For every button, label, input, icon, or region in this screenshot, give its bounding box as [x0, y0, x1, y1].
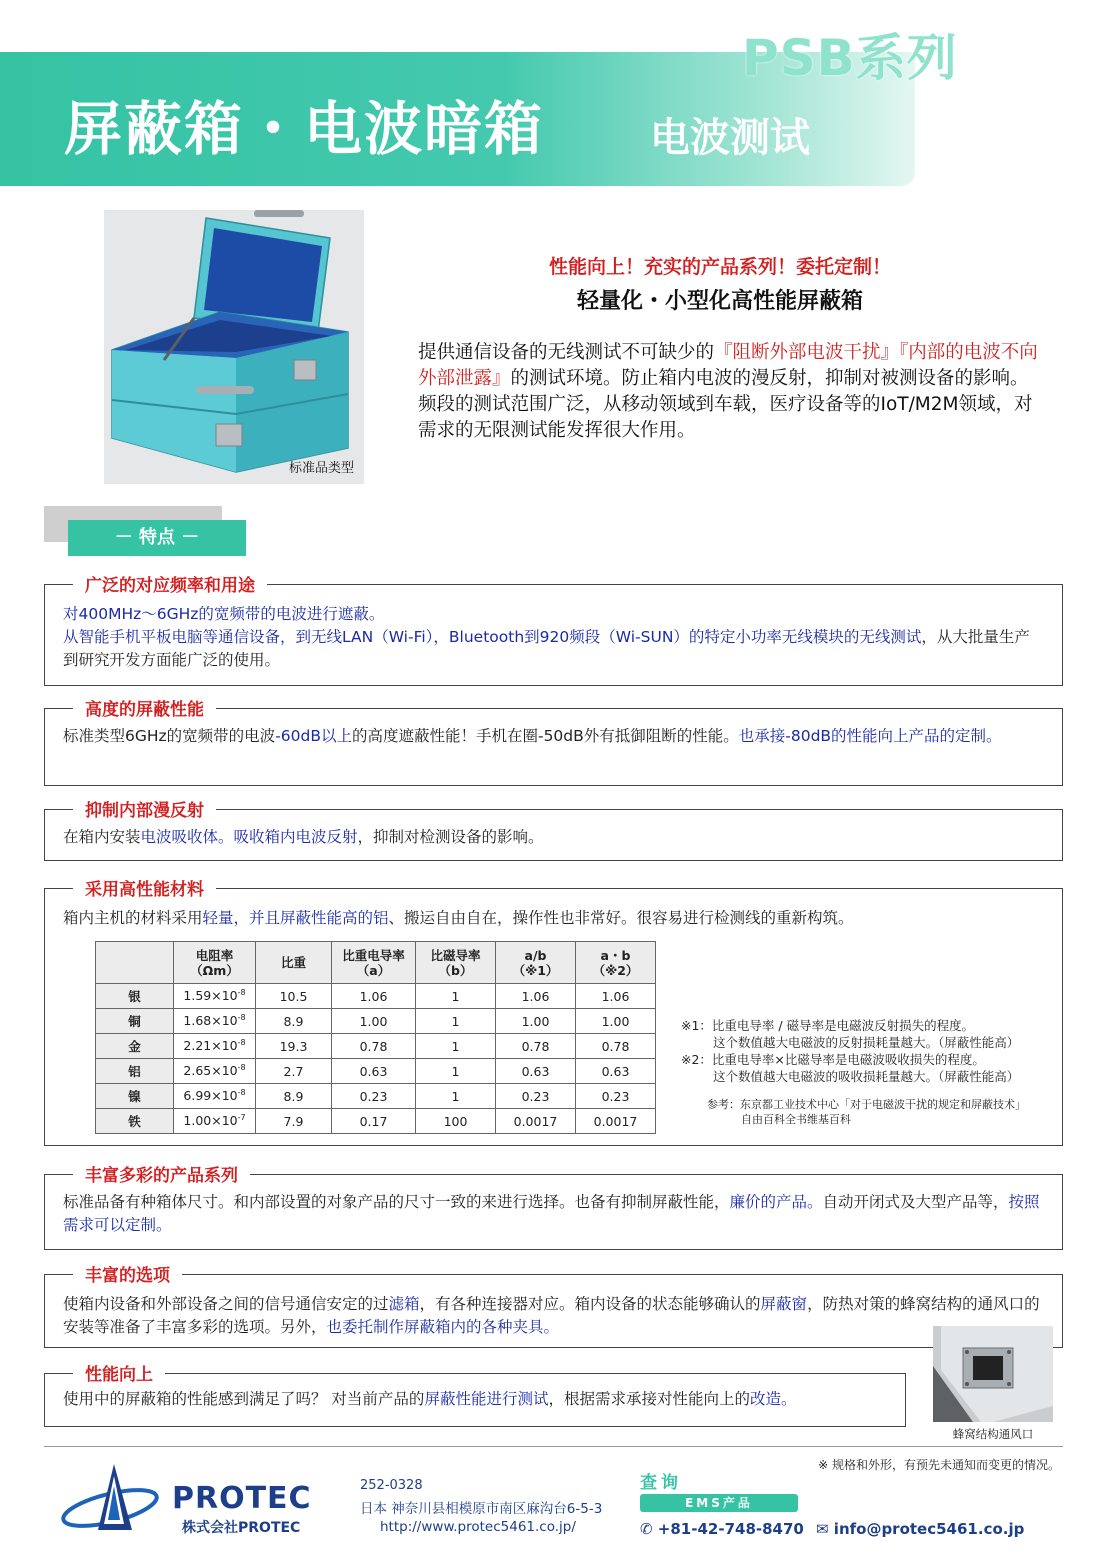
table-cell: 0.23 [332, 1084, 416, 1109]
table-cell: 0.63 [496, 1059, 576, 1084]
table-cell: $2.21\times 10^{-8}$ [174, 1034, 256, 1059]
section-text-blue: 按照需求可以定制。 [63, 1193, 1040, 1234]
website-link[interactable]: http://www.protec5461.co.jp/ [380, 1519, 576, 1535]
table-header-cell: 比重 [256, 942, 332, 984]
reference-notes [681, 1097, 1051, 1127]
table-row [96, 1084, 656, 1109]
section-performance-upgrade [44, 1365, 906, 1427]
section-text-plain: 的高度遮蔽性能！手机在圈-50dB外有抵御阻断的性能。 [351, 727, 739, 745]
section-title: 高度的屏蔽性能 [73, 695, 216, 720]
table-cell: 7.9 [256, 1109, 332, 1134]
section-text-plain: 使用中的屏蔽箱的性能感到满足了吗？ 对当前产品的 [63, 1390, 425, 1408]
table-cell: $6.99\times 10^{-8}$ [174, 1084, 256, 1109]
section-text-plain: ，有各种连接器对应。箱内设备的状态能够确认的 [419, 1295, 761, 1313]
table-cell: 1.00 [332, 1009, 416, 1034]
company-subname: 株式会社PROTEC [182, 1520, 301, 1536]
table-cell: 0.78 [576, 1034, 656, 1059]
table-header-cell: 比磁导率 （b） [416, 942, 496, 984]
section-text-blue: 电波吸收体。吸收箱内电波反射 [140, 828, 358, 846]
table-cell: 19.3 [256, 1034, 332, 1059]
honeycomb-vent-photo [933, 1326, 1053, 1422]
section-text-blue: 从智能手机平板电脑等通信设备，到无线LAN（Wi-Fi），Bluetooth到920频段（Wi-SUN）的特定小功率无线模块的无线测试 [63, 628, 922, 646]
section-text-blue: 滤箱 [388, 1295, 420, 1313]
section-text-blue: -60dB以上 [275, 727, 352, 745]
product-caption: 标准品类型 [288, 461, 354, 476]
table-cell: 1.00 [496, 1009, 576, 1034]
table-row [96, 1034, 656, 1059]
table-row [96, 1059, 656, 1084]
page-title: 屏蔽箱・电波暗箱 [64, 95, 545, 163]
note-line: ※1：比重电导率 / 磁导率是电磁波反射损失的程度。 [681, 1018, 975, 1033]
section-text-plain: ，根据需求承接对性能向上的 [548, 1390, 750, 1408]
protec-logo-icon [58, 1462, 162, 1540]
section-text [63, 1388, 887, 1411]
section-text-blue: 轻量，并且屏蔽性能高的铝 [202, 909, 389, 927]
table-cell: 0.17 [332, 1109, 416, 1134]
table-row [96, 1009, 656, 1034]
table-cell: 1 [416, 1009, 496, 1034]
section-text-plain: 标准品备有种箱体尺寸。和内部设置的对象产品的尺寸一致的来进行选择。也备有抑制屏蔽性能， [63, 1193, 730, 1211]
table-row-head: 铁 [96, 1109, 174, 1134]
table-header-cell: 电阻率 （Ωm） [174, 942, 256, 984]
product-photo [104, 210, 364, 484]
section-text-plain: 自动开闭式及大型产品等， [822, 1193, 1009, 1211]
series-label: PSB系列 [742, 29, 958, 87]
section-product-series [44, 1166, 1063, 1250]
section-reflection [44, 801, 1063, 861]
table-header-cell: a/b （※1） [496, 942, 576, 984]
table-cell: 2.7 [256, 1059, 332, 1084]
intro-paragraph [418, 340, 1038, 444]
section-text-plain: ，防热对策的蜂窝结构的通风口的安装等准备了丰富多彩的选项。另外， [63, 1295, 1040, 1336]
section-text-blue: 也承接-80dB的性能向上产品的定制。 [738, 727, 1002, 745]
section-title: 广泛的对应频率和用途 [73, 571, 267, 596]
features-label: － 特点 － [68, 520, 246, 556]
table-cell: 8.9 [256, 1009, 332, 1034]
section-text [63, 1191, 1044, 1237]
section-title: 抑制内部漫反射 [73, 796, 216, 821]
section-text: 对400MHz～6GHz的宽频带的电波进行遮蔽。 [63, 605, 385, 623]
footer-note: ※ 规格和外形，有预先未通知而变更的情况。 [818, 1458, 1060, 1472]
phone-number[interactable] [640, 1520, 804, 1538]
table-cell: 0.78 [496, 1034, 576, 1059]
table-header-cell: a・b （※2） [576, 942, 656, 984]
phone-text: +81-42-748-8470 [657, 1520, 804, 1538]
table-header-cell: 比重电导率 （a） [332, 942, 416, 984]
note-line: ※2：比重电导率×比磁导率是电磁波吸收损失的程度。 [681, 1052, 985, 1067]
table-cell: 0.63 [332, 1059, 416, 1084]
table-notes [681, 1017, 1051, 1127]
note-line: 这个数值越大电磁波的吸收损耗量越大。（屏蔽性能高） [713, 1069, 1020, 1084]
table-row-head: 银 [96, 984, 174, 1009]
headline: 轻量化・小型化高性能屏蔽箱 [576, 289, 863, 314]
footer-divider [44, 1446, 1063, 1447]
postal-code: 252-0328 [360, 1478, 423, 1493]
table-cell: 0.78 [332, 1034, 416, 1059]
table-cell: 10.5 [256, 984, 332, 1009]
table-cell: 8.9 [256, 1084, 332, 1109]
honeycomb-caption: 蜂窝结构通风口 [952, 1427, 1034, 1441]
table-row [96, 1109, 656, 1134]
mail-icon: ✉ [816, 1520, 834, 1538]
material-table [95, 941, 656, 1134]
table-cell: 1.06 [496, 984, 576, 1009]
intro-text-1: 提供通信设备的无线测试不可缺少的 [418, 342, 715, 363]
section-text [63, 725, 1044, 748]
section-text-blue: 屏蔽性能进行测试 [424, 1390, 549, 1408]
section-text-plain: ，从大批量生产到研究开发方面能广泛的使用。 [63, 628, 1030, 669]
table-cell: 100 [416, 1109, 496, 1134]
table-row-head: 铜 [96, 1009, 174, 1034]
company-name: PROTEC [172, 1481, 312, 1516]
section-frequency [44, 576, 1063, 686]
email-text: info@protec5461.co.jp [833, 1520, 1025, 1538]
table-cell: 0.0017 [576, 1109, 656, 1134]
section-text-blue: 廉价的产品。 [729, 1193, 823, 1211]
section-text-plain: 使箱内设备和外部设备之间的信号通信安定的过 [63, 1295, 389, 1313]
table-row [96, 984, 656, 1009]
section-text-plain: 、搬运自由自在，操作性也非常好。很容易进行检测线的重新构筑。 [388, 909, 854, 927]
table-row-head: 铝 [96, 1059, 174, 1084]
ems-products-label: EMS产品 [640, 1494, 798, 1512]
section-text [63, 907, 1044, 930]
table-cell: $1.68\times 10^{-8}$ [174, 1009, 256, 1034]
section-title: 丰富多彩的产品系列 [73, 1161, 250, 1186]
table-cell: 1 [416, 1084, 496, 1109]
intro-text-2: 的测试环境。防止箱内电波的漫反射，抑制对被测设备的影响。频段的测试范围广泛，从移动领域到车载，医疗设备等的IoT/M2M领域，对需求的无限测试能发挥很大作用。 [418, 368, 1033, 441]
table-cell: 1.00 [576, 1009, 656, 1034]
section-text [63, 1293, 1044, 1339]
table-cell: 0.63 [576, 1059, 656, 1084]
section-text-blue: 也委托制作屏蔽箱内的各种夹具。 [326, 1318, 560, 1336]
table-row-head: 镍 [96, 1084, 174, 1109]
section-text-blue: 屏蔽窗 [760, 1295, 808, 1313]
table-cell: 1.06 [576, 984, 656, 1009]
section-text-plain: 箱内主机的材料采用 [63, 909, 203, 927]
shield-box-illustration [104, 210, 364, 484]
section-text [63, 626, 1044, 672]
phone-icon: ✆ [640, 1520, 658, 1538]
section-text-plain: ，抑制对检测设备的影响。 [357, 828, 544, 846]
table-cell: $1.59\times 10^{-8}$ [174, 984, 256, 1009]
tagline: 性能向上！充实的产品系列！委托定制！ [548, 256, 891, 278]
section-title: 丰富的选项 [73, 1261, 182, 1286]
table-header-row [96, 942, 656, 984]
table-cell: 0.23 [496, 1084, 576, 1109]
section-title: 采用高性能材料 [73, 875, 216, 900]
table-cell: 1.06 [332, 984, 416, 1009]
section-text [63, 826, 1044, 849]
table-header-cell [96, 942, 174, 984]
table-cell: $2.65\times 10^{-8}$ [174, 1059, 256, 1084]
reference-line: 自由百科全书维基百科 [741, 1113, 851, 1126]
table-cell: 1 [416, 1059, 496, 1084]
email-address[interactable] [816, 1520, 1024, 1538]
section-text-plain: 在箱内安装 [63, 828, 141, 846]
table-cell: 0.23 [576, 1084, 656, 1109]
inquiry-label: 查询 [640, 1473, 682, 1493]
intro-text-highlight: 『阻断外部电波干扰』『内部的电波不向外部泄露』 [418, 342, 1038, 389]
page-subtitle: 电波测试 [650, 115, 810, 161]
section-shielding [44, 700, 1063, 786]
section-text-plain: 标准类型6GHz的宽频带的电波 [63, 727, 276, 745]
table-cell: $1.00\times 10^{-7}$ [174, 1109, 256, 1134]
table-cell: 1 [416, 984, 496, 1009]
section-options [44, 1266, 1063, 1348]
table-row-head: 金 [96, 1034, 174, 1059]
note-line: 这个数值越大电磁波的反射损耗量越大。（屏蔽性能高） [713, 1035, 1020, 1050]
table-cell: 0.0017 [496, 1109, 576, 1134]
table-cell: 1 [416, 1034, 496, 1059]
section-materials [44, 880, 1063, 1146]
reference-line: 参考：东京都工业技术中心「对于电磁波干扰的规定和屏蔽技术」 [707, 1098, 1026, 1111]
section-title: 性能向上 [73, 1360, 165, 1385]
company-address: 日本 神奈川县相模原市南区麻沟台6-5-3 [360, 1501, 603, 1517]
section-text-blue: 改造。 [749, 1390, 797, 1408]
honeycomb-vent-illustration [933, 1326, 1053, 1422]
